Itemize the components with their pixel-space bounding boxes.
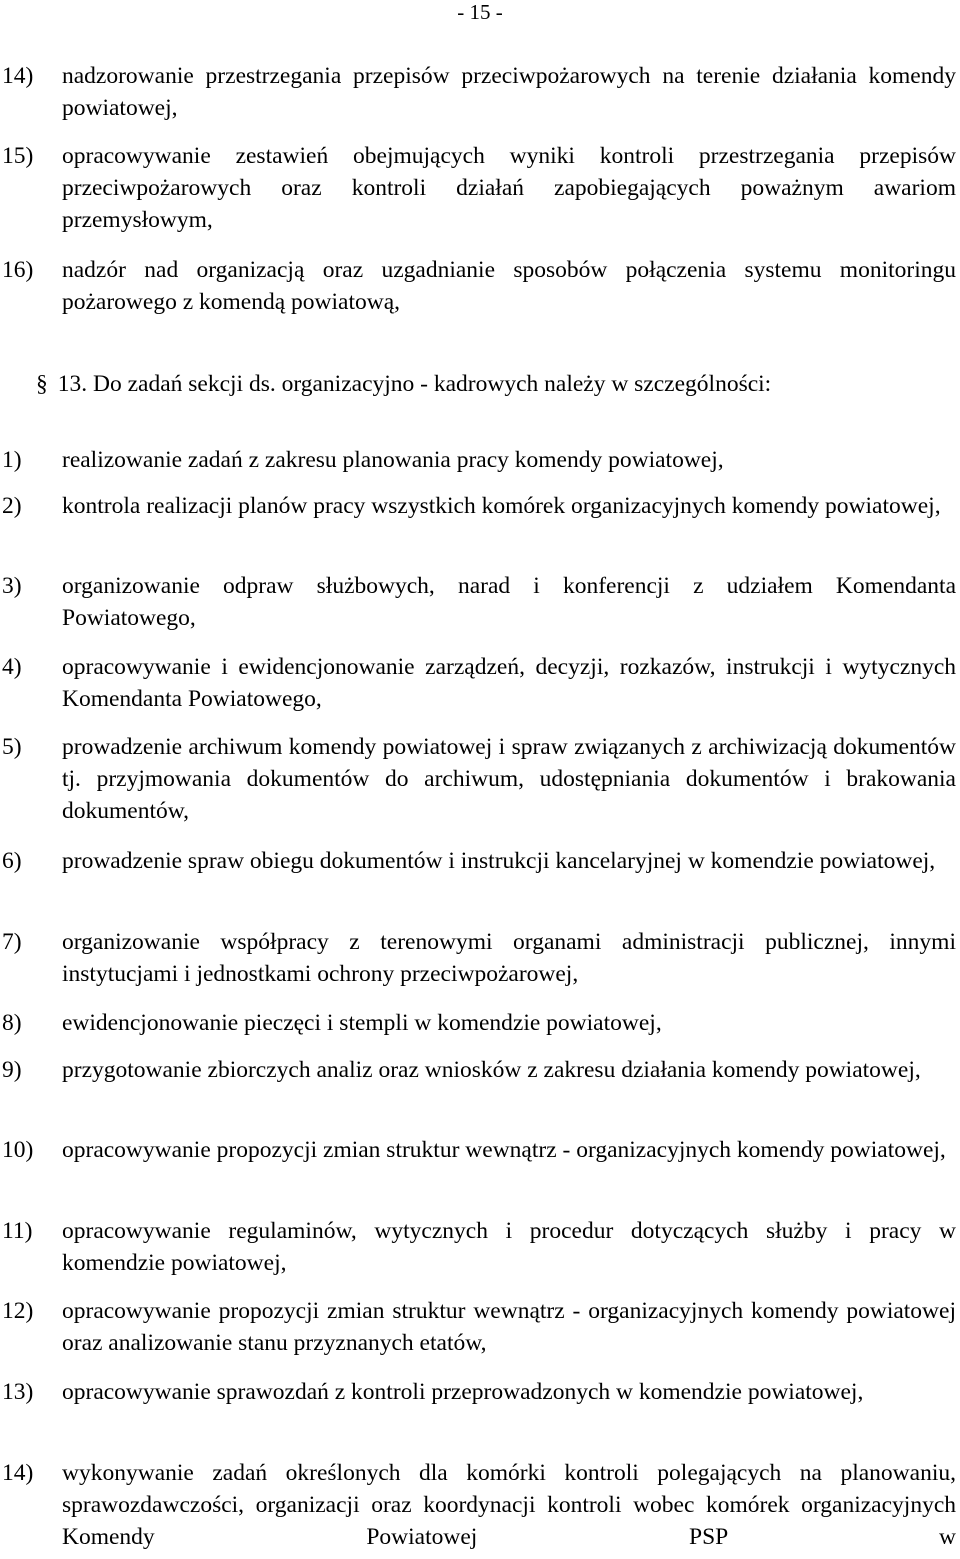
list-item-number: 4) [2, 654, 22, 680]
list-item-text: opracowywanie zestawień obejmujących wyniki kontroli przestrzegania przepisów przeciwpożarowych oraz kontroli działań zapobiegających poważnym awariom przemysłowym, [62, 143, 956, 233]
list-item-number: 13) [2, 1379, 34, 1405]
list-item-text: ewidencjonowanie pieczęci i stempli w komendzie powiatowej, [62, 1010, 662, 1036]
section-heading-text: 13. Do zadań sekcji ds. organizacyjno - kadrowych należy w szczególności: [57, 371, 772, 397]
section-symbol: § [36, 371, 48, 397]
list-item-text: opracowywanie sprawozdań z kontroli przeprowadzonych w komendzie powiatowej, [62, 1379, 864, 1405]
list-item-number: 1) [2, 447, 22, 473]
list-item-number: 11) [2, 1218, 33, 1244]
list-item-number: 16) [2, 257, 34, 283]
section-heading [36, 368, 771, 400]
list-item-text: opracowywanie regulaminów, wytycznych i procedur dotyczących służby i pracy w komendzie powiatowej, [62, 1218, 956, 1276]
list-item-text: organizowanie współpracy z terenowymi organami administracji publicznej, innymi instytucjami i jednostkami ochrony przeciwpożarowej, [62, 929, 956, 987]
list-item-text: kontrola realizacji planów pracy wszystkich komórek organizacyjnych komendy powiatowej, [62, 493, 941, 519]
list-item-number: 8) [2, 1010, 22, 1036]
page-number: - 15 - [457, 0, 503, 24]
list-item-text: przygotowanie zbiorczych analiz oraz wniosków z zakresu działania komendy powiatowej, [62, 1057, 921, 1083]
list-item-number: 3) [2, 573, 22, 599]
list-item-text: prowadzenie archiwum komendy powiatowej i spraw związanych z archiwizacją dokumentów tj. przyjmowania dokumentów do archiwum, udostępniania dokumentów i brakowania dokumentów, [62, 734, 956, 824]
list-item-number: 7) [2, 929, 22, 955]
list-item-text: nadzorowanie przestrzegania przepisów przeciwpożarowych na terenie działania komendy powiatowej, [62, 63, 956, 121]
list-item-number: 5) [2, 734, 22, 760]
list-item-text: opracowywanie i ewidencjonowanie zarządzeń, decyzji, rozkazów, instrukcji i wytycznych Komendanta Powiatowego, [62, 654, 956, 712]
list-item-text: wykonywanie zadań określonych dla komórki kontroli polegających na planowaniu, sprawozdawczości, organizacji oraz koordynacji kontroli wobec komórek organizacyjnych Komendy Powiatowej PSP w [62, 1460, 956, 1550]
list-item-text: prowadzenie spraw obiegu dokumentów i instrukcji kancelaryjnej w komendzie powiatowej, [62, 848, 936, 874]
list-item-number: 2) [2, 493, 22, 519]
list-item-number: 15) [2, 143, 34, 169]
list-item-text: organizowanie odpraw służbowych, narad i konferencji z udziałem Komendanta Powiatowego, [62, 573, 956, 631]
list-item-number: 9) [2, 1057, 22, 1083]
list-item-number: 12) [2, 1298, 34, 1324]
list-item-text: realizowanie zadań z zakresu planowania pracy komendy powiatowej, [62, 447, 724, 473]
list-item-text: opracowywanie propozycji zmian struktur wewnątrz - organizacyjnych komendy powiatowej oraz analizowanie stanu przyznanych etatów, [62, 1298, 956, 1356]
list-item-number: 14) [2, 1460, 34, 1486]
list-item-number: 10) [2, 1137, 34, 1163]
list-item-text: nadzór nad organizacją oraz uzgadnianie sposobów połączenia systemu monitoringu pożarowego z komendą powiatową, [62, 257, 956, 315]
list-item-number: 6) [2, 848, 22, 874]
list-item-text: opracowywanie propozycji zmian struktur wewnątrz - organizacyjnych komendy powiatowej, [62, 1137, 946, 1163]
list-item-number: 14) [2, 63, 34, 89]
